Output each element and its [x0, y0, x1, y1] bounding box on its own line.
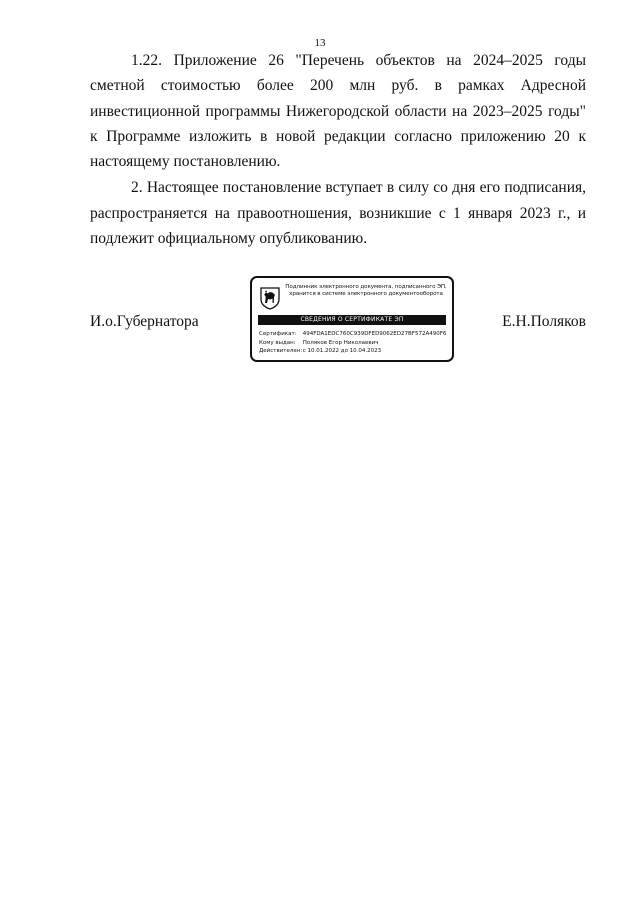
- certificate-row: [259, 330, 451, 339]
- certificate-value: 494FDA1EDC760C939DFED9062ED27BF572A490F6: [302, 331, 447, 337]
- paragraph-item-2: 2. Настоящее постановление вступает в силу со дня его подписания, распространяется на правоотношения, возникшие с 1 января 2023 г., и подлежит официальному опубликованию.: [90, 179, 586, 248]
- issued-to-row: [259, 339, 451, 348]
- electronic-signature-stamp: [250, 276, 454, 362]
- issued-to-label: Кому выдан:: [259, 339, 296, 346]
- coat-of-arms-icon: [259, 286, 281, 310]
- validity-row: [259, 347, 451, 356]
- validity-value: с 10.01.2022 до 10.04.2023: [302, 348, 382, 355]
- page-number: 13: [314, 37, 326, 49]
- stamp-title: СВЕДЕНИЯ О СЕРТИФИКАТЕ ЭП: [258, 315, 446, 325]
- validity-label: Действителен:: [259, 348, 303, 355]
- document-body: [90, 48, 586, 252]
- signature-block: [90, 276, 586, 366]
- certificate-details: [259, 330, 451, 356]
- signatory-name: Е.Н.Поляков: [502, 313, 586, 330]
- stamp-note: Подлинник электронного документа, подписанного ЭП, хранится в системе электронного документооборота: [285, 284, 447, 297]
- paragraph-item-1-22: 1.22. Приложение 26 "Перечень объектов на 2024–2025 годы сметной стоимостью более 200 млн руб. в рамках Адресной инвестиционной программы Нижегородской области на 2023–2025 годы" к Программе изложить в новой редакции согласно приложению 20 к настоящему постановлению.: [90, 52, 586, 171]
- signatory-position: И.о.Губернатора: [90, 313, 199, 330]
- issued-to-value: Поляков Егор Николаевич: [302, 339, 379, 346]
- certificate-label: Сертификат:: [259, 331, 297, 337]
